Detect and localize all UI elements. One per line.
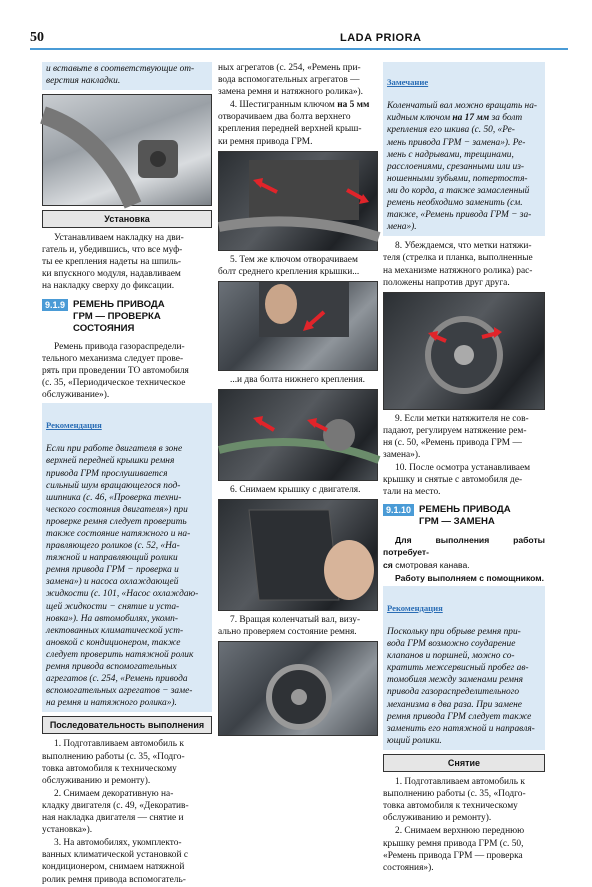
assistant-text: Работу выполняем с помощником. bbox=[395, 572, 545, 583]
step-4-pre: 4. Шестигранным ключом bbox=[230, 100, 338, 111]
top-caption: и вставьте в соответствующие от- верстия накладки. bbox=[42, 62, 212, 90]
photo-illustration bbox=[219, 390, 379, 482]
step-9: 9. Если метки натяжителя не сов- падают, регулируем натяжение рем- ня (с. 50, «Ремень привода ГРМ — замена»). bbox=[383, 413, 529, 460]
step-2: 2. Снимаем декоративную на- кладку двигателя (с. 49, «Декоратив- ная накладка двигателя — снятие и установка»). bbox=[42, 788, 189, 836]
install-text: Устанавливаем накладку на дви- гатель и, убедившись, что все муф- ты ее крепления надеты на шпиль- ки впускного модуля, надавливаем на накладку сверху до фиксации. bbox=[42, 233, 184, 292]
sequence-heading: Последовательность выполнения bbox=[42, 716, 212, 734]
note-bold: на 17 мм bbox=[452, 113, 490, 124]
recommendation-text: Поскольку при обрыве ремня при- вода ГРМ возможно соударение клапанов и поршней, можно со- кратить межсервисный пробег ав- томобиля между заменами ремня привода газораспределительного механизма в два раза. При замене ремня привода ГРМ следует также заменить его натяжной и направля- ющий ролики. bbox=[387, 627, 535, 746]
running-title: LADA PRIORA bbox=[340, 32, 422, 44]
photo-illustration bbox=[219, 500, 379, 612]
column-3 bbox=[383, 62, 545, 875]
page-header bbox=[30, 30, 568, 50]
step-3-cont: ных агрегатов (с. 254, «Ремень при- вода вспомогательных агрегатов — замена ремня и натяжного ролика»). bbox=[218, 63, 364, 98]
photo-illustration bbox=[43, 95, 213, 207]
photo-cover-clip bbox=[42, 94, 212, 206]
recommendation-box bbox=[42, 403, 212, 712]
photo-illustration bbox=[219, 282, 379, 372]
photo-upper-bolts bbox=[218, 151, 378, 251]
photo-lower-bolts bbox=[218, 389, 378, 481]
intro-text: Ремень привода газораспредели- тельного механизма следует прове- рять при проведении ТО автомобиля (с. 35, «Периодическое техническое обслуживание»). bbox=[42, 341, 189, 400]
page-number: 50 bbox=[30, 30, 44, 45]
recommendation-label: Рекомендация bbox=[46, 420, 102, 431]
section-title: РЕМЕНЬ ПРИВОДА ГРМ — ПРОВЕРКА СОСТОЯНИЯ bbox=[73, 298, 165, 334]
req-1: Для выполнения работы потребует- ся bbox=[383, 535, 545, 570]
step-4 bbox=[218, 99, 378, 147]
recommendation-text: Если при работе двигателя в зоне верхней передней крышки ремня привода ГРМ прослушивается сильный шум вращающегося под- шипника (с. 46, «Проверка техни- ческого состояния двигателя») при проверке ремня следует проверить также состояние натяжного и на- правляющего роликов (с. 52, «На- тяжной и направляющий ролики ремня привода ГРМ − проверка и замена») и насоса охлаждающей жидкости (с. 101, «Насос охлаждаю- щей жидкости − снятие и уста- новка»). На автомобилях, укомп- лектованных климатической уст- ановкой с кондиционером, также следует проверить натяжной ролик ремня привода вспомогательных агрегатов (с. 254, «Ремень привода вспомогательных агрегатов − заме- на ремня и натяжного ролика»). bbox=[46, 444, 199, 709]
photo-cover-removed bbox=[218, 499, 378, 611]
removal-heading: Снятие bbox=[383, 754, 545, 772]
photo-middle-bolt bbox=[218, 281, 378, 371]
step-10: 10. После осмотра устанавливаем крышку и снятые с автомобиля де- тали на место. bbox=[383, 463, 531, 498]
recommendation-label: Рекомендация bbox=[387, 602, 443, 613]
req-1b: смотровая канава. bbox=[395, 559, 470, 570]
note-box bbox=[383, 62, 545, 236]
step-4-bold: на 5 мм bbox=[337, 100, 370, 111]
step-4-post: отворачиваем два болта верхнего крепления передней верхней крыш- ки ремня привода ГРМ. bbox=[218, 112, 362, 147]
photo-belt-check bbox=[218, 641, 378, 736]
photo-illustration bbox=[384, 293, 546, 411]
column-1 bbox=[42, 62, 212, 887]
section-number: 9.1.10 bbox=[383, 504, 414, 516]
photo-tensioner-marks bbox=[383, 292, 545, 410]
note-label: Замечание bbox=[387, 77, 429, 88]
step-8: 8. Убеждаемся, что метки натяжи- теля (стрелка и планка, выполненные на механизме натяжного ролика) рас- положены напротив друг друга. bbox=[383, 241, 533, 288]
step-5b: ...и два болта нижнего крепления. bbox=[230, 374, 365, 385]
section-number: 9.1.9 bbox=[42, 299, 68, 311]
note-post: за болт крепления его шкива (с. 50, «Ре- мень привода ГРМ − замена»). Ре- мень с надрывами, трещинами, расслоениями, срезанными или из- ношенными зубьями, потертостя- ми до корда, а также замасленный ремень необходимо заменить (см. также, «Ремень привода ГРМ − за- мена»). bbox=[387, 113, 532, 233]
photo-illustration bbox=[219, 152, 379, 252]
recommendation-box bbox=[383, 586, 545, 750]
step-5: 5. Тем же ключом отворачиваем болт среднего крепления крышки... bbox=[218, 254, 360, 277]
section-9-1-10-heading bbox=[383, 504, 545, 528]
install-heading: Установка bbox=[42, 210, 212, 228]
step-7: 7. Вращая коленчатый вал, визу- ально проверяем состояние ремня. bbox=[218, 615, 361, 638]
step-1: 1. Подготавливаем автомобиль к выполнению работы (с. 35, «Подго- товка автомобиля к техническому обслуживанию и ремонту). bbox=[42, 739, 185, 786]
section-9-1-9-heading bbox=[42, 299, 212, 335]
header-rule bbox=[30, 48, 568, 50]
column-2 bbox=[218, 62, 378, 736]
step-3: 3. На автомобилях, укомплекто- ванных климатической установкой с кондиционером, снимаем натяжной ролик ремня привода вспомогатель- bbox=[42, 838, 189, 885]
requirement-text bbox=[383, 534, 545, 570]
photo-illustration bbox=[219, 642, 379, 737]
note-pre: Коленчатый вал можно вращать на- кидным ключом bbox=[387, 101, 538, 124]
section-title: РЕМЕНЬ ПРИВОДА ГРМ — ЗАМЕНА bbox=[419, 504, 511, 528]
removal-step-2: 2. Снимаем верхнюю переднюю крышку ремня привода ГРМ (с. 50, «Ремень привода ГРМ — проверка состояния»). bbox=[383, 826, 525, 873]
step-6: 6. Снимаем крышку с двигателя. bbox=[230, 484, 361, 495]
removal-step-1: 1. Подготавливаем автомобиль к выполнению работы (с. 35, «Подго- товка автомобиля к техническому обслуживанию и ремонту). bbox=[383, 777, 526, 824]
